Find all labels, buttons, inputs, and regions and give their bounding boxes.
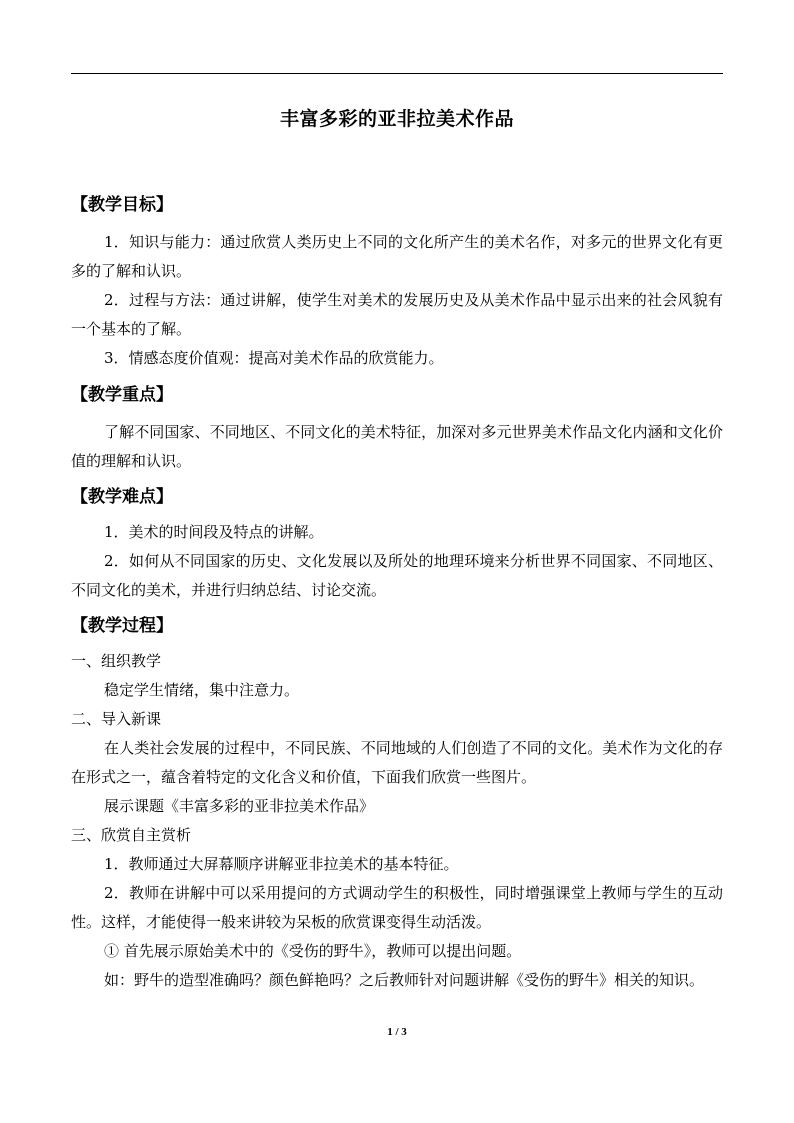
process-part3-item1: 1．教师通过大屏幕顺序讲解亚非拉美术的基本特征。 xyxy=(104,855,459,873)
process-part2-title: 二、导入新课 xyxy=(71,710,162,728)
process-part3-item4: 如：野牛的造型准确吗？颜色鲜艳吗？之后教师针对问题讲解《受伤的野牛》相关的知识。 xyxy=(104,971,705,989)
process-part3-title: 三、欣赏自主赏析 xyxy=(71,826,192,844)
objective-item-3: 3．情感态度价值观：提高对美术作品的欣赏能力。 xyxy=(104,349,444,367)
objectives-heading: 【教学目标】 xyxy=(71,195,173,215)
page-number: 1 / 3 xyxy=(387,1026,407,1038)
process-heading: 【教学过程】 xyxy=(71,616,173,636)
process-part2-text1: 在人类社会发展的过程中，不同民族、不同地域的人们创造了不同的文化。美术作为文化的存在形式之一，蕴含着特定的文化含义和价值，下面我们欣赏一些图片。 xyxy=(71,739,723,786)
process-part1-title: 一、组织教学 xyxy=(71,652,162,670)
objective-item-2: 2．过程与方法：通过讲解，使学生对美术的发展历史及从美术作品中显示出来的社会风貌有一个基本的了解。 xyxy=(71,291,723,338)
process-part1-text: 稳定学生情绪，集中注意力。 xyxy=(104,681,300,699)
process-part2-text2: 展示课题《丰富多彩的亚非拉美术作品》 xyxy=(104,797,375,815)
difficulty-item-2: 2．如何从不同国家的历史、文化发展以及所处的地理环境来分析世界不同国家、不同地区、不同文化的美术，并进行归纳总结、讨论交流。 xyxy=(71,552,723,599)
key-points-text: 了解不同国家、不同地区、不同文化的美术特征，加深对多元世界美术作品文化内涵和文化价值的理解和认识。 xyxy=(71,423,723,470)
difficulty-item-1: 1．美术的时间段及特点的讲解。 xyxy=(104,523,324,541)
process-part3-item2: 2．教师在讲解中可以采用提问的方式调动学生的积极性，同时增强课堂上教师与学生的互动性。这样，才能使得一般来讲较为呆板的欣赏课变得生动活泼。 xyxy=(71,884,723,931)
difficulties-heading: 【教学难点】 xyxy=(71,487,173,507)
header-rule xyxy=(71,73,723,74)
objective-item-1: 1．知识与能力：通过欣赏人类历史上不同的文化所产生的美术名作，对多元的世界文化有更多的了解和认识。 xyxy=(71,233,723,280)
document-title: 丰富多彩的亚非拉美术作品 xyxy=(279,108,514,130)
process-part3-item3: ① 首先展示原始美术中的《受伤的野牛》，教师可以提出问题。 xyxy=(104,942,522,960)
key-points-heading: 【教学重点】 xyxy=(71,385,173,405)
